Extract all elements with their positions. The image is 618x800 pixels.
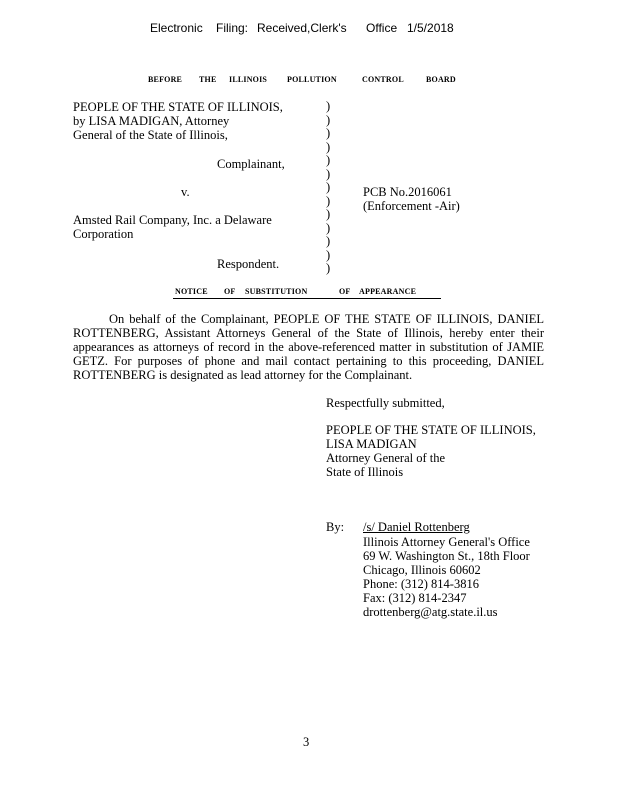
- signer-name: /s/ Daniel Rottenberg: [363, 520, 470, 534]
- caption-paren: ): [326, 180, 331, 194]
- caption-paren: ): [326, 99, 331, 113]
- versus-label: v.: [181, 185, 190, 199]
- caption-paren: ): [326, 193, 331, 208]
- filing-date: 1/5/2018: [407, 21, 454, 35]
- complainant-label: Complainant,: [217, 157, 285, 171]
- filing-word-filing: Filing:: [216, 21, 249, 35]
- caption-paren: ): [326, 112, 331, 127]
- caption-paren: ): [326, 153, 331, 167]
- body-paragraph-text: On behalf of the Complainant, PEOPLE OF THE STATE OF ILLINOIS, DANIEL ROTTENBERG, Assistant Attorneys General of the State of Illinois, hereby enter their appearances as attorneys of record in the above-referenced matter in substitution of JAMIE GETZ. For purposes of phone and mail contact pertaining to this proceeding, DANIEL ROTTENBERG is designated as lead attorney for the Complainant.: [73, 312, 544, 382]
- email-line: drottenberg@atg.state.il.us: [363, 605, 498, 619]
- caption-paren: ): [326, 220, 331, 235]
- board-title-word: CONTROL: [362, 75, 404, 84]
- defendant-line: Amsted Rail Company, Inc. a Delaware: [73, 213, 272, 227]
- notice-title: [173, 286, 441, 299]
- board-title-word: POLLUTION: [287, 75, 337, 84]
- notice-title-word: OF: [224, 287, 236, 296]
- notice-title-word: OF: [339, 287, 351, 296]
- party-line: PEOPLE OF THE STATE OF ILLINOIS,: [326, 423, 536, 437]
- case-number: PCB No.2016061: [363, 185, 452, 199]
- contact-line: 69 W. Washington St., 18th Floor: [363, 549, 530, 563]
- board-title-word: BEFORE: [148, 75, 183, 84]
- party-line: State of Illinois: [326, 465, 404, 479]
- body-paragraph: [73, 312, 544, 382]
- case-type: (Enforcement -Air): [363, 199, 460, 213]
- contact-line: Fax: (312) 814-2347: [363, 591, 467, 605]
- board-title-word: ILLINOIS: [229, 75, 268, 84]
- board-title-word: THE: [199, 75, 217, 84]
- filing-word-electronic: Electronic: [150, 21, 203, 35]
- filing-word-received: Received,Clerk's: [257, 21, 347, 35]
- filing-word-office: Office: [366, 21, 398, 35]
- caption-paren: ): [326, 207, 331, 221]
- caption-paren: ): [326, 139, 331, 154]
- plaintiff-line: General of the State of Illinois,: [73, 128, 228, 142]
- closing-text: Respectfully submitted,: [326, 396, 445, 410]
- respondent-label: Respondent.: [217, 257, 280, 271]
- caption-paren: ): [326, 166, 331, 181]
- contact-line: Chicago, Illinois 60602: [363, 563, 481, 577]
- caption-paren: ): [326, 261, 331, 275]
- party-line: LISA MADIGAN: [326, 437, 417, 451]
- plaintiff-line: by LISA MADIGAN, Attorney: [73, 114, 230, 128]
- caption-paren: ): [326, 247, 331, 262]
- caption-paren: ): [326, 234, 331, 248]
- contact-line: Phone: (312) 814-3816: [363, 577, 479, 591]
- notice-title-word: SUBSTITUTION: [245, 287, 308, 296]
- caption-paren: ): [326, 126, 331, 140]
- plaintiff-line: PEOPLE OF THE STATE OF ILLINOIS,: [73, 100, 283, 114]
- page-number: 3: [303, 735, 310, 749]
- board-title-word: BOARD: [426, 75, 456, 84]
- by-label: By:: [326, 520, 345, 534]
- notice-title-word: NOTICE: [175, 287, 208, 296]
- notice-title-word: APPEARANCE: [359, 287, 417, 296]
- contact-line: Illinois Attorney General's Office: [363, 535, 530, 549]
- party-line: Attorney General of the: [326, 451, 446, 465]
- caption-paren-column: [326, 100, 330, 276]
- defendant-line: Corporation: [73, 227, 134, 241]
